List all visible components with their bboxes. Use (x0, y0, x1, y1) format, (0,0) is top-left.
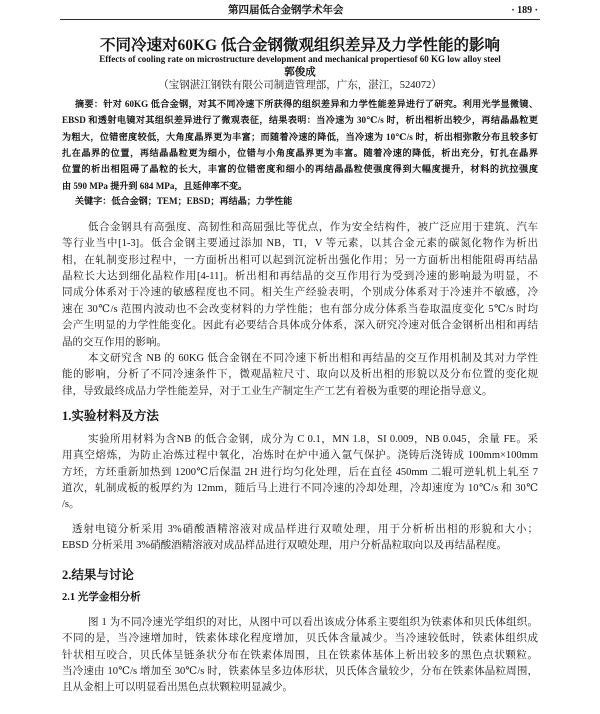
abstract-label: 摘要： (75, 98, 104, 109)
text-line: 道次，轧制成板的板厚约为 12mm，随后马上进行不同冷速的冷却处理，冷却速度为 10℃/s 和 30℃ (62, 482, 538, 494)
text-line: 会产生明显的力学性能变化。因此有必要结合具体成分体系，深入研究冷速对低合金钢析出相和再结 (62, 320, 538, 332)
keywords-text: 低合金钢；TEM；EBSD；再结晶；力学性能 (111, 195, 293, 206)
text-line: 针对 60KG 低合金钢，对其不同冷速下所获得的组织差异和力学性能差异进行了研究。利用光学显微镜、 (103, 98, 538, 109)
abstract-first-line (62, 96, 538, 112)
text-line: 扎在晶界的位置，再结晶晶粒更为细小，位错与小角度晶界更为丰富。随着冷速的降低，析出充分，钉扎在晶界 (62, 147, 538, 158)
text-line: 相，在轧制变形过程中，一方面析出相可以起到沉淀析出强化作用；另一方面析出相能阻碍再结晶 (62, 254, 538, 266)
header-rule (60, 19, 540, 20)
english-title: Effects of cooling rate on microstructure development and mechanical propertiesof 60 KG low alloy steel (99, 54, 501, 64)
introduction (62, 220, 538, 400)
tem-ebsd-paragraph (62, 522, 538, 555)
text-line: 当冷速由 10℃/s 增加至 30℃/s 时，铁素体呈多边体形状，贝氏体含量较少，分布在铁素体晶粒周围， (62, 665, 538, 677)
text-line: 低合金钢具有高强度、高韧性和高屈强比等优点，作为安全结构件，被广泛应用于建筑、汽车 (88, 221, 538, 233)
intro-paragraph-1 (62, 220, 538, 351)
paper-title: 不同冷速对60KG 低合金钢微观组织差异及力学性能的影响 (100, 37, 500, 54)
keywords-label: 关键字： (75, 195, 112, 206)
metallography-paragraph (62, 615, 538, 697)
materials-paragraph (62, 432, 538, 514)
text-line: 同成分体系对于冷速的敏感程度也不同。相关生产经验表明，个别成分体系对于冷速并不敏感，冷 (62, 287, 538, 299)
text-line: 透射电镜分析采用 3%硝酸酒精溶液对成品样进行双喷处理，用于分析析出相的形貌和大小； (72, 523, 538, 535)
text-line: 为粗大，位错密度较低，大角度晶界更为丰富；而随着冷速的降低，当冷速为 10℃/s 时，析出相弥散分布且较多钉 (62, 131, 538, 142)
text-line: 针状相互咬合，贝氏体呈链条状分布在铁素体周围，且在铁素体基体上析出较多的黑色点状颗粒。 (62, 649, 538, 661)
text-line: 不同的是，当冷速增加时，铁素体球化程度增加，贝氏体含量减少。当冷速较低时，铁素体组织成 (62, 633, 538, 645)
intro-paragraph-2 (62, 351, 538, 400)
text-line: 能的影响，分析了不同冷速条件下，微观晶粒尺寸、取向以及析出相的形貌以及分布位置的变化规 (62, 369, 538, 381)
text-line: /s。 (62, 499, 80, 511)
section-heading-2: 2.结果与讨论 (62, 568, 134, 582)
text-line: 位置的析出相阻碍了晶粒的长大，丰富的位错密度和细小的再结晶晶粒使强度得到大幅度提升，材料的抗拉强度 (62, 164, 538, 175)
affiliation: （宝钢湛江钢铁有限公司制造管理部，广东，湛江，524072） (158, 80, 442, 91)
text-line: 速在 30℃/s 范围内波动也不会改变材料的力学性能；也有部分成分体系当卷取温度变化 5℃/s 时均 (62, 303, 538, 315)
text-line: 由 590 MPa 提升到 684 MPa，且延伸率不变。 (62, 180, 248, 191)
text-line: 实验所用材料为含NB 的低合金钢，成分为 C 0.1，MN 1.8，SI 0.009，NB 0.045，余量 FE。采 (88, 433, 538, 445)
subsection-heading-2-1: 2.1 光学金相分析 (62, 592, 141, 603)
text-line: EBSD 和透射电镜对其组织差异进行了微观表征，结果表明：当冷速为 30℃/s 时，析出相析出较少，再结晶晶粒更 (62, 115, 538, 126)
text-line: 且从金相上可以明显看出黑色点状颗粒明显减少。 (62, 682, 293, 694)
abstract (62, 96, 538, 194)
conference-name: 第四届低合金钢学术年会 (228, 5, 344, 16)
text-line: 等行业当中[1-3]。低合金钢主要通过添加 NB，TI，V 等元素，以其合金元素的碳氮化物作为析出 (62, 238, 538, 250)
text-line: 用真空熔炼，为防止冶炼过程中氧化，冶炼时在炉中通入氩气保护。浇铸后浇铸成 100mm×100mm (62, 450, 538, 462)
text-line: 晶的交互作用的影响。 (62, 336, 167, 348)
text-line: 图 1 为不同冷速光学组织的对比，从图中可以看出该成分体系主要组织为铁素体和贝氏体组织。 (88, 616, 538, 628)
page-number: · 189 · (511, 5, 538, 16)
text-line: 方坯，方坯重新加热到 1200℃后保温 2H 进行均匀化处理，后在直径 450mm 二辊可逆轧机上轧至 7 (62, 466, 538, 478)
text-line: 晶粒长大达到细化晶粒作用[4-11]。析出相和再结晶的交互作用行为受到冷速的影响最为明显，不 (62, 270, 538, 282)
author-name: 郭俊成 (284, 66, 316, 78)
text-line: 本文研究含 NB 的 60KG 低合金钢在不同冷速下析出相和再结晶的交互作用机制及其对力学性 (88, 352, 538, 364)
text-line: 律，导致最终成品力学性能差异，对于工业生产制定生产工艺有着极为重要的理论指导意义。 (62, 385, 493, 397)
keywords (62, 193, 538, 209)
text-line: EBSD 分析采用 3%硝酸酒精溶液对成品样品进行双喷处理，用户分析晶粒取向以及再结晶程度。 (62, 540, 508, 552)
section-heading-1: 1.实验材料及方法 (62, 409, 159, 423)
